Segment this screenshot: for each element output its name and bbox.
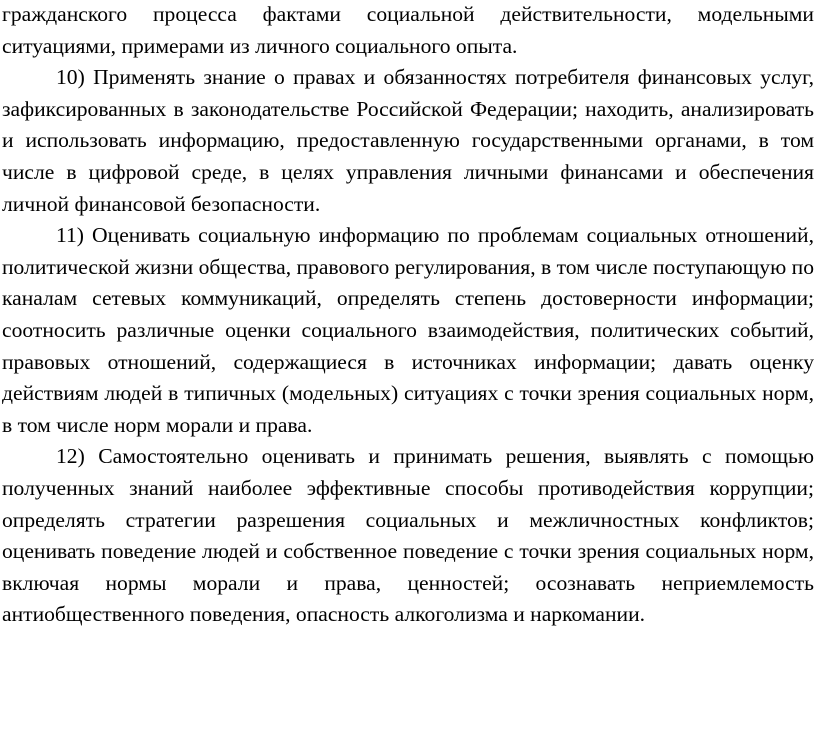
paragraph-item-10: 10) Применять знание о правах и обязанностях потребителя финансовых услуг, зафиксированных в законодательстве Российской Федерации; находить, анализировать и использовать информацию, предоставленную государственными органами, в том числе в цифровой среде, в целях управления личными финансами и обеспечения личной финансовой безопасности. (2, 65, 814, 216)
paragraph-item-12: 12) Самостоятельно оценивать и принимать решения, выявлять с помощью полученных знаний наиболее эффективные способы противодействия коррупции; определять стратегии разрешения социальных и межличностных конфликтов; оценивать поведение людей и собственное поведение с точки зрения социальных норм, включая нормы морали и права, ценностей; осознавать неприемлемость антиобщественного поведения, опасность алкоголизма и наркомании. (2, 444, 814, 627)
paragraph-item-11: 11) Оценивать социальную информацию по проблемам социальных отношений, политической жизни общества, правового регулирования, в том числе поступающую по каналам сетевых коммуникаций, определять степень достоверности информации; соотносить различные оценки социального взаимодействия, политических событий, правовых отношений, содержащиеся в источниках информации; давать оценку действиям людей в типичных (модельных) ситуациях с точки зрения социальных норм, в том числе норм морали и права. (2, 223, 814, 437)
paragraph-continuation: гражданского процесса фактами социальной действительности, модельными ситуациями, примерами из личного социального опыта. (2, 2, 814, 58)
